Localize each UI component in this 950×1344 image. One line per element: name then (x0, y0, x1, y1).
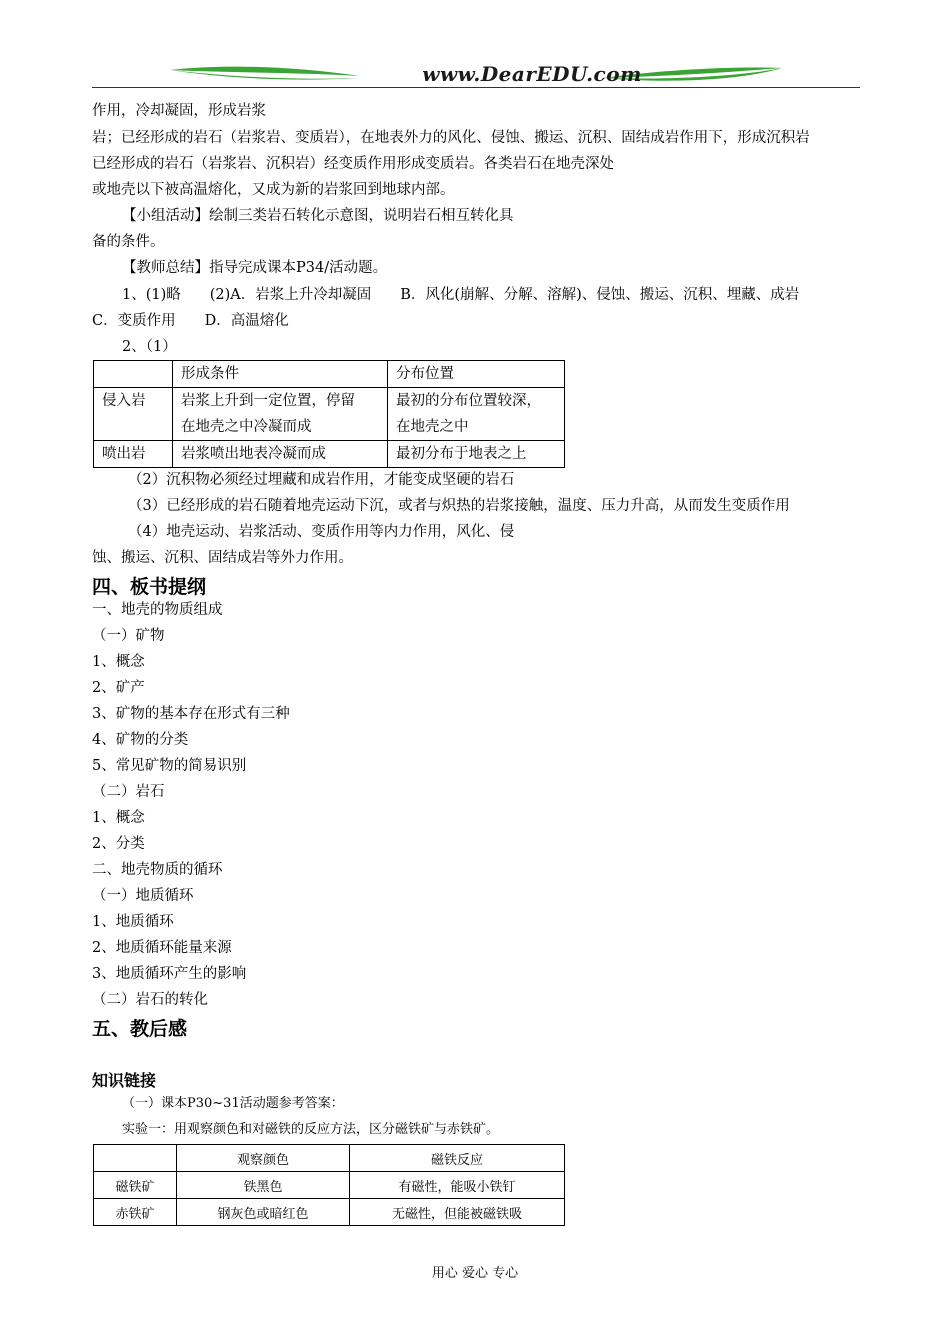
text-line: 2、（1） (122, 339, 177, 355)
table-row (94, 1199, 565, 1226)
table-cell: 铁黑色 (177, 1172, 350, 1199)
outline-item: （二）岩石 (92, 784, 165, 800)
table-cell (94, 1145, 177, 1172)
outline-item: 3、地质循环产生的影响 (92, 966, 247, 982)
text-line: 【教师总结】指导完成课本P34/活动题。 (122, 260, 388, 276)
table-row (94, 441, 565, 468)
table-cell: 磁铁矿 (94, 1172, 177, 1199)
site-url: www.DearEDU.com (422, 62, 642, 86)
rock-formation-table (93, 360, 565, 468)
outline-item: 1、地质循环 (92, 914, 174, 930)
knowledge-heading: 知识链接 (92, 1071, 157, 1090)
outline-item: （一）矿物 (92, 628, 165, 644)
outline-item: 5、常见矿物的简易识别 (92, 758, 247, 774)
table-cell (388, 388, 565, 441)
text-line: 1、(1)略 (2)A．岩浆上升冷却凝固 B．风化(崩解、分解、溶解)、侵蚀、搬运、沉积、埋藏、成岩 (122, 287, 800, 303)
table-cell: 观察颜色 (177, 1145, 350, 1172)
table-header-row (94, 1145, 565, 1172)
table-cell: 分布位置 (388, 361, 565, 388)
table-cell: 最初分布于地表之上 (388, 441, 565, 468)
outline-item: 二、地壳物质的循环 (92, 862, 223, 878)
table-cell (94, 361, 173, 388)
text-line: 已经形成的岩石（岩浆岩、沉积岩）经变质作用形成变质岩。各类岩石在地壳深处 (92, 156, 614, 172)
outline-item: （一）地质循环 (92, 888, 194, 904)
knowledge-subtitle: （一）课本P30~31活动题参考答案： (122, 1096, 344, 1111)
text-line: 【小组活动】绘制三类岩石转化示意图，说明岩石相互转化具 (122, 208, 514, 224)
table-cell: 岩浆喷出地表冷凝而成 (173, 441, 388, 468)
outline-item: 1、概念 (92, 810, 145, 826)
text-line: （4）地壳运动、岩浆活动、变质作用等内力作用，风化、侵 (128, 524, 515, 540)
table-cell: 有磁性，能吸小铁钉 (350, 1172, 565, 1199)
cell-line: 在地壳之中 (396, 419, 469, 435)
mineral-comparison-table (93, 1144, 565, 1226)
outline-item: 2、矿产 (92, 680, 145, 696)
table-cell: 无磁性，但能被磁铁吸 (350, 1199, 565, 1226)
cell-line: 岩浆上升到一定位置，停留 (181, 393, 355, 409)
experiment-text: 实验一：用观察颜色和对磁铁的反应方法，区分磁铁矿与赤铁矿。 (122, 1122, 500, 1137)
page-footer: 用心 爱心 专心 (431, 1266, 519, 1281)
text-line: C．变质作用 D．高温熔化 (92, 313, 289, 329)
outline-item: 3、矿物的基本存在形式有三种 (92, 706, 290, 722)
table-row (94, 1172, 565, 1199)
table-cell: 钢灰色或暗红色 (177, 1199, 350, 1226)
outline-item: 2、分类 (92, 836, 145, 852)
table-cell: 侵入岩 (94, 388, 173, 441)
table-cell: 赤铁矿 (94, 1199, 177, 1226)
text-line: 备的条件。 (92, 234, 165, 250)
cell-line: 最初的分布位置较深， (396, 393, 541, 409)
outline-item: 2、地质循环能量来源 (92, 940, 232, 956)
outline-item: 1、概念 (92, 654, 145, 670)
outline-item: （二）岩石的转化 (92, 992, 208, 1008)
section-heading: 五、教后感 (92, 1018, 188, 1040)
text-line: 或地壳以下被高温熔化，又成为新的岩浆回到地球内部。 (92, 182, 455, 198)
text-line: 岩；已经形成的岩石（岩浆岩、变质岩），在地表外力的风化、侵蚀、搬运、沉积、固结成岩作用下，形成沉积岩 (92, 130, 810, 146)
outline-item: 一、地壳的物质组成 (92, 602, 223, 618)
outline-item: 4、矿物的分类 (92, 732, 189, 748)
table-row (94, 388, 565, 441)
text-line: 作用，冷却凝固，形成岩浆 (92, 103, 266, 119)
table-cell: 形成条件 (173, 361, 388, 388)
table-cell: 喷出岩 (94, 441, 173, 468)
header-rule (92, 87, 860, 88)
table-cell: 磁铁反应 (350, 1145, 565, 1172)
page-header (92, 60, 860, 92)
cell-line: 在地壳之中冷凝而成 (181, 419, 312, 435)
text-line: （3）已经形成的岩石随着地壳运动下沉，或者与炽热的岩浆接触，温度、压力升高，从而发生变质作用 (128, 498, 790, 514)
table-header-row (94, 361, 565, 388)
text-line: （2）沉积物必须经过埋藏和成岩作用，才能变成坚硬的岩石 (128, 472, 515, 488)
text-line: 蚀、搬运、沉积、固结成岩等外力作用。 (92, 550, 353, 566)
table-cell (173, 388, 388, 441)
section-heading: 四、板书提纲 (92, 576, 207, 598)
